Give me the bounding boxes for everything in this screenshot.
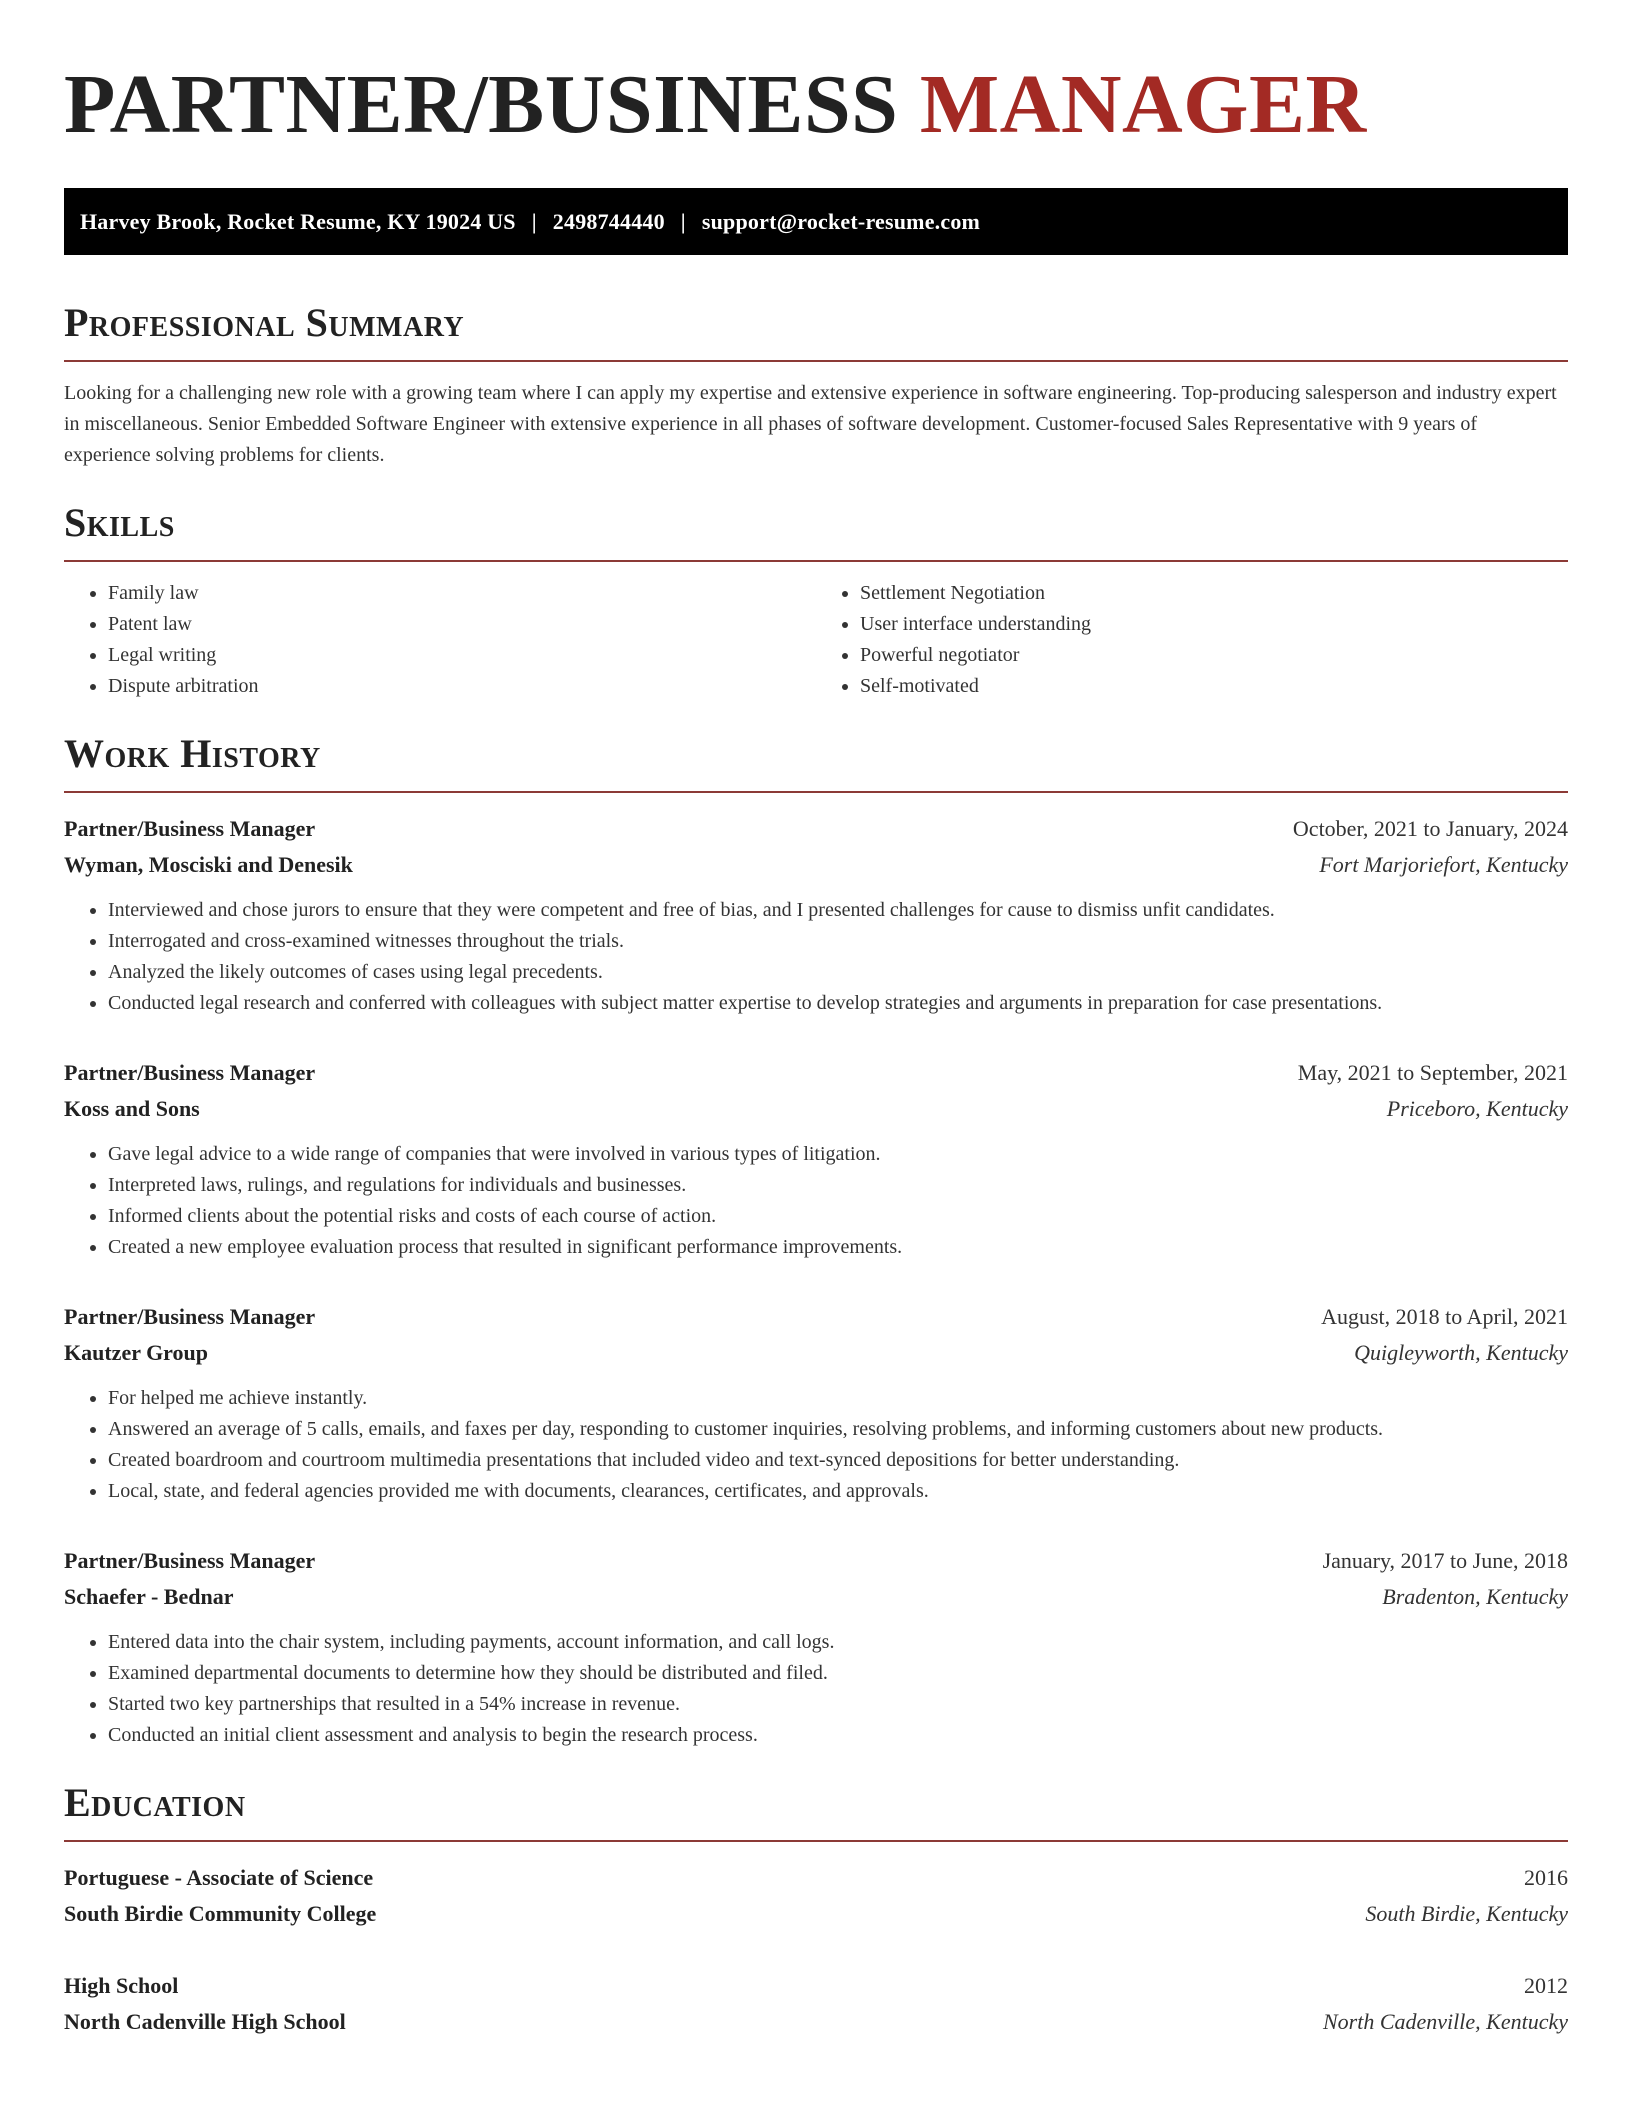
job-dates: May, 2021 to September, 2021 — [1297, 1060, 1568, 1085]
job-bullets — [64, 1627, 1568, 1751]
job-bullet: • Entered data into the chair system, including payments, account information, and call logs. — [108, 1627, 1568, 1658]
job-bullets — [64, 1383, 1568, 1507]
skill-item: • Self-motivated — [860, 671, 1568, 702]
skill-item: • Dispute arbitration — [108, 671, 816, 702]
job-location: Fort Marjoriefort, Kentucky — [1319, 852, 1568, 877]
job-company-row — [64, 1335, 1568, 1371]
work-history-section — [64, 732, 1568, 1751]
job-header-row — [64, 1543, 1568, 1579]
job-bullet: • Gave legal advice to a wide range of companies that were involved in various types of litigation. — [108, 1139, 1568, 1170]
job-bullet: • Interrogated and cross-examined witnesses throughout the trials. — [108, 926, 1568, 957]
skill-item: • Family law — [108, 578, 816, 609]
job-dates: October, 2021 to January, 2024 — [1292, 816, 1568, 841]
job-bullet: • Created a new employee evaluation process that resulted in significant performance improvements. — [108, 1232, 1568, 1263]
education-year: 2012 — [1524, 1973, 1568, 1998]
education-entry — [64, 1968, 1568, 2040]
job-company: Wyman, Mosciski and Denesik — [64, 852, 353, 877]
job-company: Koss and Sons — [64, 1096, 200, 1121]
work-history-heading: Work History — [64, 732, 1568, 793]
job-bullet: • Conducted legal research and conferred with colleagues with subject matter expertise to develop strategies and arguments in preparation for case presentations. — [108, 988, 1568, 1019]
education-degree: High School — [64, 1973, 179, 1998]
job-entry — [64, 811, 1568, 1019]
skills-section — [64, 501, 1568, 702]
education-section — [64, 1781, 1568, 2040]
summary-heading: Professional Summary — [64, 301, 1568, 362]
job-location: Bradenton, Kentucky — [1382, 1584, 1568, 1609]
job-bullet: • Created boardroom and courtroom multimedia presentations that included video and text-synced depositions for better understanding. — [108, 1445, 1568, 1476]
job-bullet: • Informed clients about the potential risks and costs of each course of action. — [108, 1201, 1568, 1232]
summary-section — [64, 301, 1568, 471]
job-bullets — [64, 895, 1568, 1019]
skills-column-left — [64, 578, 816, 702]
education-degree: Portuguese - Associate of Science — [64, 1865, 374, 1890]
job-bullets — [64, 1139, 1568, 1263]
job-company-row — [64, 1091, 1568, 1127]
skill-item: • Patent law — [108, 609, 816, 640]
skill-item: • User interface understanding — [860, 609, 1568, 640]
summary-text: Looking for a challenging new role with a growing team where I can apply my expertise and extensive experience in software engineering. Top-producing salesperson and industry expert in miscellaneous. Senior Embedded Software Engineer with extensive experience in all phases of software development. Customer-focused Sales Representative with 9 years of experience solving problems for clients. — [64, 382, 1557, 466]
job-bullet: • Answered an average of 5 calls, emails, and faxes per day, responding to customer inquiries, resolving problems, and informing customers about new products. — [108, 1414, 1568, 1445]
job-company-row — [64, 847, 1568, 883]
job-header-row — [64, 1299, 1568, 1335]
skill-item: • Settlement Negotiation — [860, 578, 1568, 609]
job-entry — [64, 1543, 1568, 1751]
job-location: Priceboro, Kentucky — [1386, 1096, 1568, 1121]
job-bullet: • For helped me achieve instantly. — [108, 1383, 1568, 1414]
job-title: Partner/Business Manager — [64, 816, 316, 841]
job-company: Schaefer - Bednar — [64, 1584, 234, 1609]
skills-list — [64, 578, 1568, 702]
education-school: North Cadenville High School — [64, 2009, 346, 2034]
skills-heading: Skills — [64, 501, 1568, 562]
contact-bar — [64, 188, 1568, 255]
skill-item: • Powerful negotiator — [860, 640, 1568, 671]
job-bullet: • Started two key partnerships that resulted in a 54% increase in revenue. — [108, 1689, 1568, 1720]
job-title: Partner/Business Manager — [64, 1060, 316, 1085]
contact-phone[interactable]: 2498744440 — [552, 208, 665, 234]
job-entry — [64, 1299, 1568, 1507]
education-header-row — [64, 1968, 1568, 2004]
job-entry — [64, 1055, 1568, 1263]
job-dates: August, 2018 to April, 2021 — [1321, 1304, 1568, 1329]
job-header-row — [64, 1055, 1568, 1091]
job-title: Partner/Business Manager — [64, 1304, 316, 1329]
contact-separator: | — [680, 208, 686, 234]
job-company: Kautzer Group — [64, 1340, 209, 1365]
education-school-row — [64, 2004, 1568, 2040]
job-dates: January, 2017 to June, 2018 — [1322, 1548, 1568, 1573]
title-main: PARTNER/BUSINESS — [64, 58, 899, 151]
education-entry — [64, 1860, 1568, 1932]
education-location: North Cadenville, Kentucky — [1323, 2009, 1568, 2034]
job-location: Quigleyworth, Kentucky — [1354, 1340, 1568, 1365]
job-bullet: • Interviewed and chose jurors to ensure that they were competent and free of bias, and I presented challenges for cause to dismiss unfit candidates. — [108, 895, 1568, 926]
education-school-row — [64, 1896, 1568, 1932]
education-year: 2016 — [1524, 1865, 1568, 1890]
education-location: South Birdie, Kentucky — [1365, 1901, 1568, 1926]
title-accent: MANAGER — [919, 58, 1367, 151]
job-title: Partner/Business Manager — [64, 1548, 316, 1573]
job-bullet: • Conducted an initial client assessment and analysis to begin the research process. — [108, 1720, 1568, 1751]
job-bullet: • Analyzed the likely outcomes of cases using legal precedents. — [108, 957, 1568, 988]
skill-item: • Legal writing — [108, 640, 816, 671]
skills-column-right — [816, 578, 1568, 702]
job-bullet: • Interpreted laws, rulings, and regulations for individuals and businesses. — [108, 1170, 1568, 1201]
job-header-row — [64, 811, 1568, 847]
education-school: South Birdie Community College — [64, 1901, 377, 1926]
education-heading: Education — [64, 1781, 1568, 1842]
resume-title — [64, 56, 1568, 154]
contact-email[interactable]: support@rocket-resume.com — [701, 208, 981, 234]
job-bullet: • Examined departmental documents to determine how they should be distributed and filed. — [108, 1658, 1568, 1689]
contact-separator: | — [531, 208, 537, 234]
job-company-row — [64, 1579, 1568, 1615]
education-header-row — [64, 1860, 1568, 1896]
job-bullet: • Local, state, and federal agencies provided me with documents, clearances, certificates, and approvals. — [108, 1476, 1568, 1507]
contact-address: Harvey Brook, Rocket Resume, KY 19024 US — [80, 208, 516, 234]
